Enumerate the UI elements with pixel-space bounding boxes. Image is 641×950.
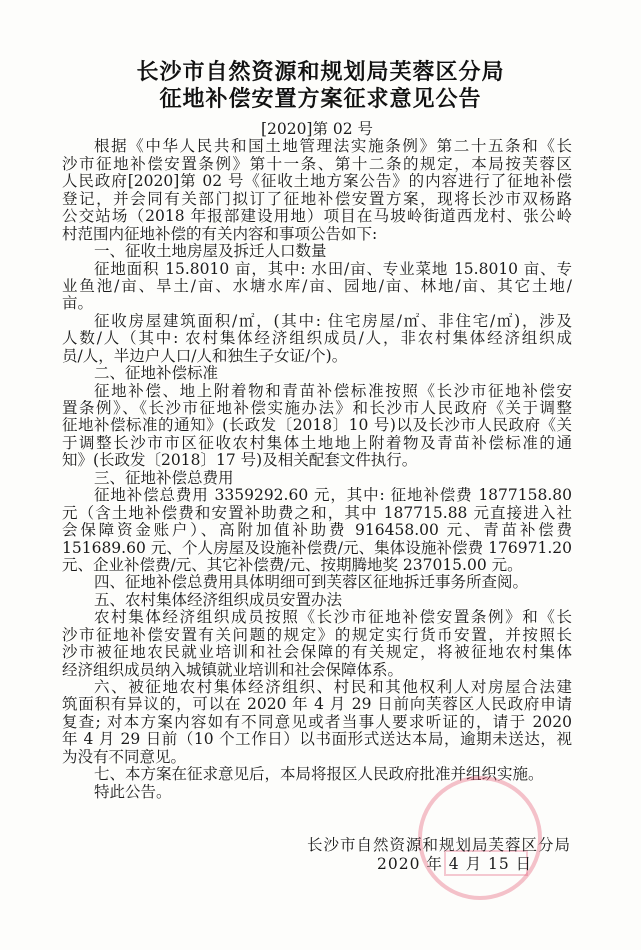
paragraph-line: 征地补偿标准的通知》(长政发〔2018〕10 号)以及长沙市人民政府《关 [62,417,572,435]
paragraph-line: 登记，并会同有关部门拟订了征地补偿安置方案，现将长沙市双杨路 [62,190,572,208]
paragraph-heading-line: 三、征地补偿总费用 [94,468,234,487]
paragraph-line: 公交站场（2018 年报部建设用地）项目在马坡岭街道西龙村、张公岭 [62,208,572,226]
paragraph-line: 置条例》、《长沙市征地补偿实施办法》和长沙市人民政府《关于调整 [62,400,572,417]
paragraph-line: 知》(长政发〔2018〕17 号)及相关配套文件执行。 [62,451,418,470]
paragraph-heading-line: 七、本方案在征求意见后，本局将报区人民政府批准并组织实施。 [94,765,544,784]
paragraph-line: 征收房屋建筑面积/㎡，(其中: 住宅房屋/㎡、非住宅/㎡)，涉及 [94,312,572,330]
paragraph-line: 村范围内征地补偿的有关内容和事项公告如下: [62,224,378,243]
paragraph-line: 元（含土地补偿费和安置补助费之和，其中 187715.88 元直接进入社 [62,504,572,522]
paragraph-line: 经济组织成员纳入城镇就业培训和社会保障体系。 [62,660,404,679]
document-number: [2020]第 02 号 [260,120,374,138]
notice-title-line2: 征地补偿安置方案征求意见公告 [159,86,482,112]
paragraph-line: 业鱼池/亩、旱土/亩、水塘水库/亩、园地/亩、林地/亩、其它土地/ [62,277,572,295]
notice-title-line1: 长沙市自然资源和规划局芙蓉区分局 [136,59,505,85]
paragraph-line: 年 4 月 29 日前（10 个工作日）以书面形式送达本局，逾期未送达，视 [62,731,572,749]
paragraph-line: 亩。 [62,294,94,313]
paragraph-heading-line: 五、农村集体经济组织成员安置办法 [94,590,343,609]
paragraph-line: 员/人，半边户人口/人和独生子女证/个)。 [62,346,348,365]
paragraph-heading-line: 特此公告。 [94,782,172,801]
paragraph-heading-line: 四、征地补偿总费用具体明细可到芙蓉区征地拆迁事务所查阅。 [94,573,529,592]
paragraph-heading-line: 二、征地补偿标准 [94,364,219,383]
paragraph-line: 征地面积 15.8010 亩，其中: 水田/亩、专业菜地 15.8010 亩、专 [94,260,572,278]
paragraph-line: 151689.60 元、个人房屋及设施补偿费/元、集体设施补偿费 176971.20 [62,539,572,557]
signature-date: 2020 年 4 月 15 日 [377,855,533,873]
paragraph-line: 沙市征地补偿安置有关问题的规定》的规定实行货币安置，并按照长 [62,626,572,644]
paragraph-line: 会保障资金账户）、高附加值补助费 916458.00 元、青苗补偿费 [62,522,572,540]
paragraph-line: 征地补偿总费用 3359292.60 元，其中: 征地补偿费 1877158.80 [94,487,572,505]
paragraph-line: 人数/人（其中: 农村集体经济组织成员/人，非农村集体经济组织成 [62,330,572,348]
paragraph-line: 为没有不同意见。 [62,747,187,766]
paragraph-line: 根据《中华人民共和国土地管理法实施条例》第二十五条和《长 [94,138,572,156]
paragraph-line: 沙市征地补偿安置条例》第十一条、第十二条的规定，本局按芙蓉区 [62,155,572,173]
paragraph-line: 农村集体经济组织成员按照《长沙市征地补偿安置条例》和《长 [94,609,572,627]
paragraph-line: 复查; 对本方案内容如有不同意见或者当事人要求听证的，请于 2020 [62,713,572,731]
signature-organization: 长沙市自然资源和规划局芙蓉区分局 [307,836,572,854]
paragraph-line: 于调整长沙市市区征收农村集体土地地上附着物及青苗补偿标准的通 [62,434,572,452]
notice-body [62,121,572,801]
paragraph-line: 筑面积有异议的，可以在 2020 年 4 月 29 日前向芙蓉区人民政府申请 [62,696,572,714]
paragraph-line: 征地补偿、地上附着物和青苗补偿标准按照《长沙市征地补偿安 [94,382,572,400]
paragraph-heading-line: 一、征收土地房屋及拆迁人口数量 [94,242,327,261]
paragraph-line: 六、被征地农村集体经济组织、村民和其他权利人对房屋合法建 [94,679,572,696]
paragraph-line: 沙市被征地农民就业培训和社会保障的有关规定，将被征地农村集体 [62,644,572,662]
paragraph-line: 元、企业补偿费/元、其它补偿费/元、按期腾地奖 237015.00 元。 [62,555,523,574]
paragraph-line: 人民政府[2020]第 02 号《征收土地方案公告》的内容进行了征地补偿 [62,173,572,191]
